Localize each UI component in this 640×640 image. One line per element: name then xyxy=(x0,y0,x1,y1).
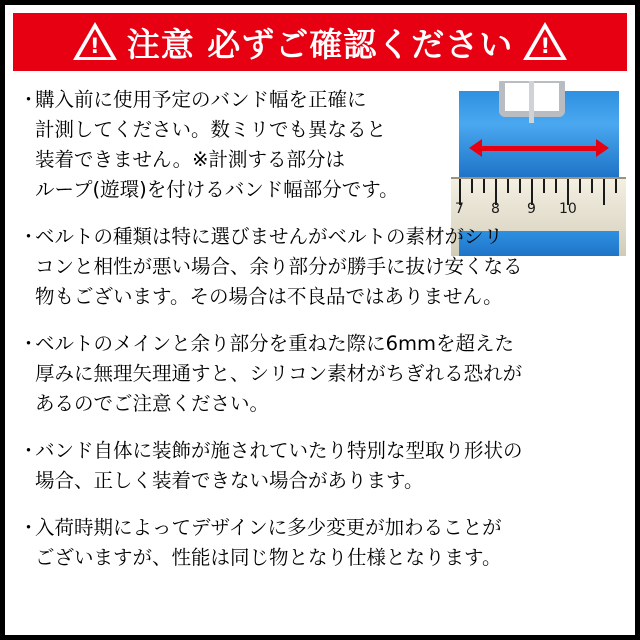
notice-paragraph xyxy=(19,222,621,312)
paragraph-line: 計測してください。数ミリでも異なると xyxy=(35,118,387,141)
paragraph-text xyxy=(35,85,399,205)
paragraph-line: ございますが、性能は同じ物となり仕様となります。 xyxy=(35,546,502,569)
bullet-marker: ・ xyxy=(19,517,39,539)
paragraph-line: 装着できません。※計測する部分は xyxy=(35,148,346,171)
banner-title: 注意 必ずご確認ください xyxy=(126,24,514,64)
paragraph-text xyxy=(35,329,522,419)
ruler-number: 7 xyxy=(455,201,464,217)
warning-banner xyxy=(13,13,627,71)
bullet-marker: ・ xyxy=(19,226,39,248)
paragraph-line: 厚みに無理矢理通すと、シリコン素材がちぎれる恐れが xyxy=(35,362,523,385)
paragraph-line: あるのでご注意ください。 xyxy=(35,392,270,415)
notice-paragraph xyxy=(19,329,621,419)
paragraph-line: 入荷時期によってデザインに多少変更が加わることが xyxy=(35,516,502,539)
bullet-marker: ・ xyxy=(19,89,39,111)
paragraph-line: 物もございます。その場合は不良品ではありません。 xyxy=(35,285,503,308)
warning-triangle-icon-right xyxy=(523,22,567,62)
paragraph-text xyxy=(35,436,523,496)
exclamation-mark: ! xyxy=(540,34,551,58)
notice-paragraph xyxy=(19,436,621,496)
paragraph-text xyxy=(35,222,523,312)
paragraph-line: ベルトの種類は特に選びませんがベルトの素材がシリ xyxy=(35,225,504,248)
notice-body xyxy=(5,71,635,573)
ruler-number: 9 xyxy=(527,201,536,217)
ruler-number: 10 xyxy=(559,201,577,217)
paragraph-line: コンと相性が悪い場合、余り部分が勝手に抜け安くなる xyxy=(35,255,523,278)
ruler-number: 8 xyxy=(491,201,500,217)
paragraph-line: ループ(遊環)を付けるバンド幅部分です。 xyxy=(35,178,399,201)
paragraph-line: 購入前に使用予定のバンド幅を正確に xyxy=(35,88,367,111)
bullet-marker: ・ xyxy=(19,333,39,355)
notice-paragraph xyxy=(19,513,621,573)
paragraph-line: 場合、正しく装着できない場合があります。 xyxy=(35,469,424,492)
notice-paragraph xyxy=(19,85,621,205)
paragraph-line: バンド自体に装飾が施されていたり特別な型取り形状の xyxy=(35,439,523,462)
exclamation-mark: ! xyxy=(89,34,100,58)
paragraph-line: ベルトのメインと余り部分を重ねた際に6mmを超えた xyxy=(35,332,515,355)
bullet-marker: ・ xyxy=(19,440,39,462)
warning-triangle-icon-left xyxy=(73,22,117,62)
paragraph-text xyxy=(35,513,502,573)
